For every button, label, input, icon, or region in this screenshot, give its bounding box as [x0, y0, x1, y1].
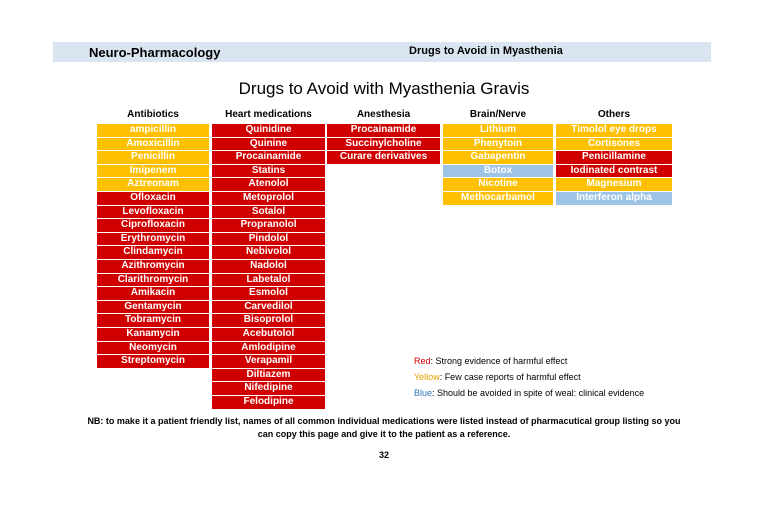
- drug-cell: Cortisones: [556, 138, 672, 152]
- drug-cell: Gentamycin: [97, 301, 209, 315]
- legend-description: : Should be avoided in spite of weal: clinical evidence: [432, 388, 645, 398]
- drug-cell: Pindolol: [212, 233, 325, 247]
- column-header: Others: [597, 109, 631, 120]
- drug-cell: Tobramycin: [97, 314, 209, 328]
- drug-cell: Quinidine: [212, 124, 325, 138]
- drug-cell: Magnesium: [556, 178, 672, 192]
- drug-cell: Atenolol: [212, 178, 325, 192]
- drug-cell: Nifedipine: [212, 382, 325, 396]
- drug-cell: Phenytoin: [443, 138, 553, 152]
- drug-cell: Nebivolol: [212, 246, 325, 260]
- drug-cell: Diltiazem: [212, 369, 325, 383]
- drug-cell: Ciprofloxacin: [97, 219, 209, 233]
- drug-cell: Succinylcholine: [327, 138, 440, 152]
- drug-cell: Penicillin: [97, 151, 209, 165]
- column-header: Brain/Nerve: [469, 109, 527, 120]
- drug-cell: Clarithromycin: [97, 274, 209, 288]
- drug-cell: Curare derivatives: [327, 151, 440, 165]
- drug-cell: Botox: [443, 165, 553, 179]
- drug-cell: Aztreonam: [97, 178, 209, 192]
- drug-cell: Ofloxacin: [97, 192, 209, 206]
- drug-cell: Kanamycin: [97, 328, 209, 342]
- drug-cell: Quinine: [212, 138, 325, 152]
- drug-cell: Propranolol: [212, 219, 325, 233]
- drug-cell: Penicillamine: [556, 151, 672, 165]
- drug-cell: Interferon alpha: [556, 192, 672, 206]
- drug-cell: Bisoprolol: [212, 314, 325, 328]
- drug-cell: Gabapentin: [443, 151, 553, 165]
- column-header: Heart medications: [225, 109, 312, 120]
- drug-cell: ampicillin: [97, 124, 209, 138]
- drug-cell: Amikacin: [97, 287, 209, 301]
- drug-cell: Statins: [212, 165, 325, 179]
- legend-key: Red: [414, 356, 431, 366]
- drug-cell: Azithromycin: [97, 260, 209, 274]
- drug-cell: Lithium: [443, 124, 553, 138]
- drug-cell: Procainamide: [327, 124, 440, 138]
- legend-description: : Strong evidence of harmful effect: [430, 356, 568, 366]
- drug-cell: Clindamycin: [97, 246, 209, 260]
- drug-cell: Streptomycin: [97, 355, 209, 369]
- header-left-title: Neuro-Pharmacology: [89, 45, 221, 60]
- drug-cell: Acebutolol: [212, 328, 325, 342]
- drug-cell: Nicotine: [443, 178, 553, 192]
- column-header: Anesthesia: [356, 109, 411, 120]
- drug-cell: Labetalol: [212, 274, 325, 288]
- drug-cell: Timolol eye drops: [556, 124, 672, 138]
- drug-cell: Metoprolol: [212, 192, 325, 206]
- drug-cell: Nadolol: [212, 260, 325, 274]
- legend-description: : Few case reports of harmful effect: [439, 372, 581, 382]
- page-number: 32: [378, 450, 389, 460]
- drug-cell: Methocarbamol: [443, 192, 553, 206]
- drug-cell: Sotalol: [212, 206, 325, 220]
- legend-item: [414, 388, 644, 398]
- drug-cell: Imipenem: [97, 165, 209, 179]
- drug-cell: Felodipine: [212, 396, 325, 410]
- page-title: Drugs to Avoid with Myasthenia Gravis: [238, 79, 530, 98]
- page-header: [53, 42, 711, 62]
- drug-cell: Iodinated contrast: [556, 165, 672, 179]
- legend-item: [414, 372, 581, 382]
- drug-cell: Neomycin: [97, 342, 209, 356]
- drug-cell: Procainamide: [212, 151, 325, 165]
- drug-cell: Verapamil: [212, 355, 325, 369]
- header-right-title: Drugs to Avoid in Myasthenia: [409, 45, 563, 57]
- drug-cell: Amlodipine: [212, 342, 325, 356]
- legend-item: [414, 356, 567, 366]
- legend-key: Yellow: [414, 372, 440, 382]
- legend-key: Blue: [414, 388, 433, 398]
- footnote: NB: to make it a patient friendly list, names of all common individual medications were listed instead of pharmacutical group listing so you can copy this page and give it to the patient as a reference.: [87, 416, 681, 439]
- drug-cell: Erythromycin: [97, 233, 209, 247]
- drug-cell: Esmolol: [212, 287, 325, 301]
- drug-cell: Levofloxacin: [97, 206, 209, 220]
- column-header: Antibiotics: [127, 109, 179, 120]
- drug-cell: Carvedilol: [212, 301, 325, 315]
- drug-cell: Amoxicillin: [97, 138, 209, 152]
